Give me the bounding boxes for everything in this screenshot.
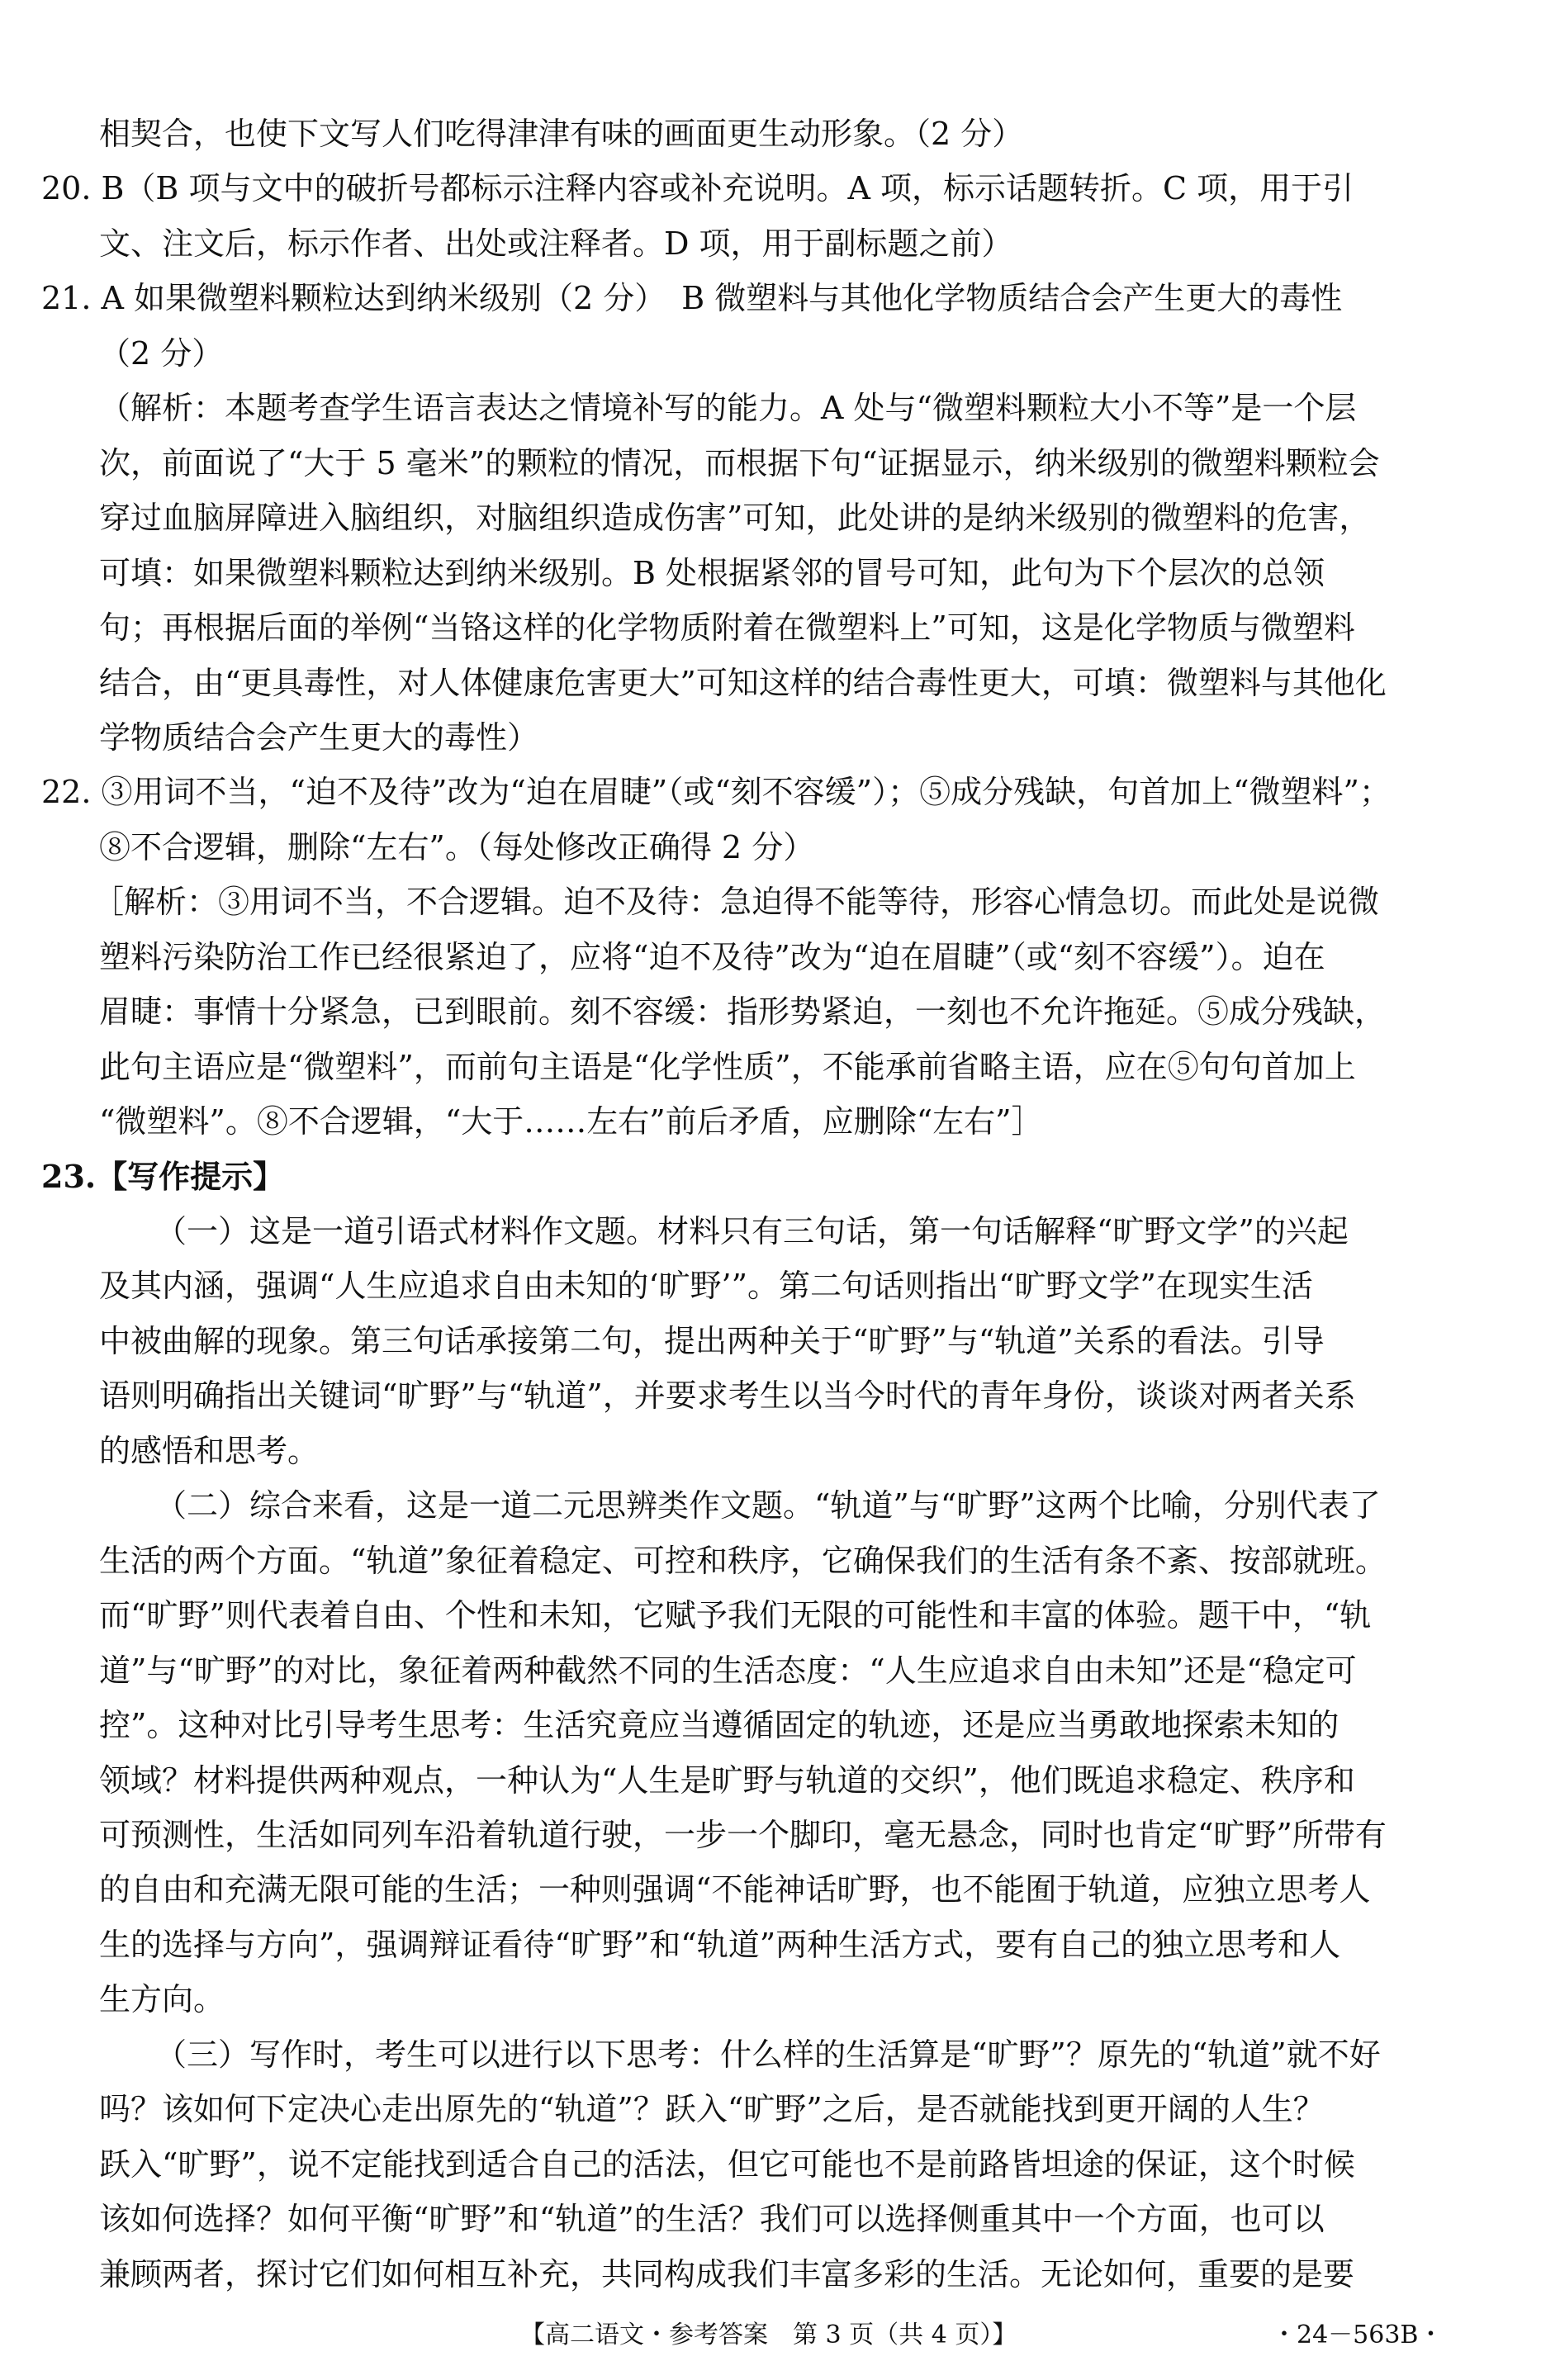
text-line: （三）写作时，考生可以进行以下思考：什么样的生活算是“旷野”？原先的“轨道”就不好 [155,2036,1381,2073]
text-line: 领域？材料提供两种观点，一种认为“人生是旷野与轨道的交织”，他们既追求稳定、秩序和 [99,1761,1355,1799]
text-line: 句；再根据后面的举例“当铬这样的化学物质附着在微塑料上”可知，这是化学物质与微塑料 [99,609,1355,647]
question-21: 21. A 如果微塑料颗粒达到纳米级别（2 分） B 微塑料与其他化学物质结合会产生更大的毒性 [41,280,1343,317]
text-line: 眉睫：事情十分紧急，已到眼前。刻不容缓：指形势紧迫，一刻也不允许拖延。⑤成分残缺， [99,993,1387,1031]
text-line: 生方向。 [99,1981,225,2018]
text-line: 兼顾两者，探讨它们如何相互补充，共同构成我们丰富多彩的生活。无论如何，重要的是要 [99,2255,1355,2292]
text-line: 及其内涵，强调“人生应追求自由未知的‘旷野’”。第二句话则指出“旷野文学”在现实生活 [99,1268,1313,1305]
text-line: 学物质结合会产生更大的毒性） [99,718,539,756]
question-20: 20. B（B 项与文中的破折号都标示注释内容或补充说明。A 项，标示话题转折。C 项，用于引 [41,170,1354,207]
text-line: 的自由和充满无限可能的生活；一种则强调“不能神话旷野，也不能囿于轨道，应独立思考人 [99,1871,1371,1908]
text-line: 中被曲解的现象。第三句话承接第二句，提出两种关于“旷野”与“轨道”关系的看法。引导 [99,1322,1325,1359]
text-line: ⑧不合逻辑，删除“左右”。（每处修改正确得 2 分） [99,828,815,865]
text-line: 可预测性，生活如同列车沿着轨道行驶，一步一个脚印，毫无悬念，同时也肯定“旷野”所带有 [99,1816,1387,1853]
text-line: 跃入“旷野”，说不定能找到适合自己的活法，但它可能也不是前路皆坦途的保证，这个时候 [99,2145,1355,2183]
text-line: 相契合，也使下文写人们吃得津津有味的画面更生动形象。（2 分） [99,116,1024,152]
text-line: 控”。这种对比引导考生思考：生活究竟应当遵循固定的轨迹，还是应当勇敢地探索未知的 [99,1707,1339,1744]
text-line: 吗？该如何下定决心走出原先的“轨道”？跃入“旷野”之后，是否就能找到更开阔的人生？ [99,2091,1325,2128]
text-line: 该如何选择？如何平衡“旷野”和“轨道”的生活？我们可以选择侧重其中一个方面，也可以 [99,2201,1325,2238]
text-line: 语则明确指出关键词“旷野”与“轨道”，并要求考生以当今时代的青年身份，谈谈对两者关系 [99,1377,1356,1415]
question-23-heading: 23.【写作提示】 [41,1157,285,1195]
question-22: 22. ③用词不当，“迫不及待”改为“迫在眉睫”（或“刻不容缓”）；⑤成分残缺，句首加上“微塑料”； [41,774,1391,811]
text-line: 生活的两个方面。“轨道”象征着稳定、可控和秩序，它确保我们的生活有条不紊、按部就班。 [99,1542,1387,1579]
text-line: 文、注文后，标示作者、出处或注释者。D 项，用于副标题之前） [99,225,1013,262]
text-line: 的感悟和思考。 [99,1432,320,1469]
text-line: 道”与“旷野”的对比，象征着两种截然不同的生活态度：“人生应追求自由未知”还是“稳定可 [99,1652,1357,1689]
text-line: （2 分） [99,334,224,372]
text-line: 可填：如果微塑料颗粒达到纳米级别。B 处根据紧邻的冒号可知，此句为下个层次的总领 [99,554,1325,591]
text-line: 生的选择与方向”，强调辩证看待“旷野”和“轨道”两种生活方式，要有自己的独立思考和人 [99,1926,1341,1963]
text-line: （一）这是一道引语式材料作文题。材料只有三句话，第一句话解释“旷野文学”的兴起 [155,1213,1349,1249]
text-line: 次，前面说了“大于 5 毫米”的颗粒的情况，而根据下句“证据显示，纳米级别的微塑料颗粒会 [99,444,1380,481]
page-footer-code: ・24－563B・ [1272,2321,1444,2349]
text-line: 塑料污染防治工作已经很紧迫了，应将“迫不及待”改为“迫在眉睫”（或“刻不容缓”）。迫在 [99,938,1325,975]
text-line: 而“旷野”则代表着自由、个性和未知，它赋予我们无限的可能性和丰富的体验。题干中，“轨 [99,1597,1372,1634]
text-line: ［解析：③用词不当，不合逻辑。迫不及待：急迫得不能等待，形容心情急切。而此处是说微 [92,884,1380,921]
text-line: （解析：本题考查学生语言表达之情境补写的能力。A 处与“微塑料颗粒大小不等”是一个层 [99,390,1357,427]
text-line: 结合，由“更具毒性，对人体健康危害更大”可知这样的结合毒性更大，可填：微塑料与其他化 [99,664,1387,701]
text-line: （二）综合来看，这是一道二元思辨类作文题。“轨道”与“旷野”这两个比喻，分别代表了 [155,1487,1381,1524]
text-line: 穿过血脑屏障进入脑组织，对脑组织造成伤害”可知，此处讲的是纳米级别的微塑料的危害， [99,500,1371,537]
text-line: “微塑料”。⑧不合逻辑，“大于……左右”前后矛盾，应删除“左右”］ [99,1103,1043,1140]
text-line: 此句主语应是“微塑料”，而前句主语是“化学性质”，不能承前省略主语，应在⑤句句首加上 [99,1048,1356,1085]
page-footer-title: 【高二语文・参考答案 第 3 页（共 4 页）】 [520,2321,1017,2349]
